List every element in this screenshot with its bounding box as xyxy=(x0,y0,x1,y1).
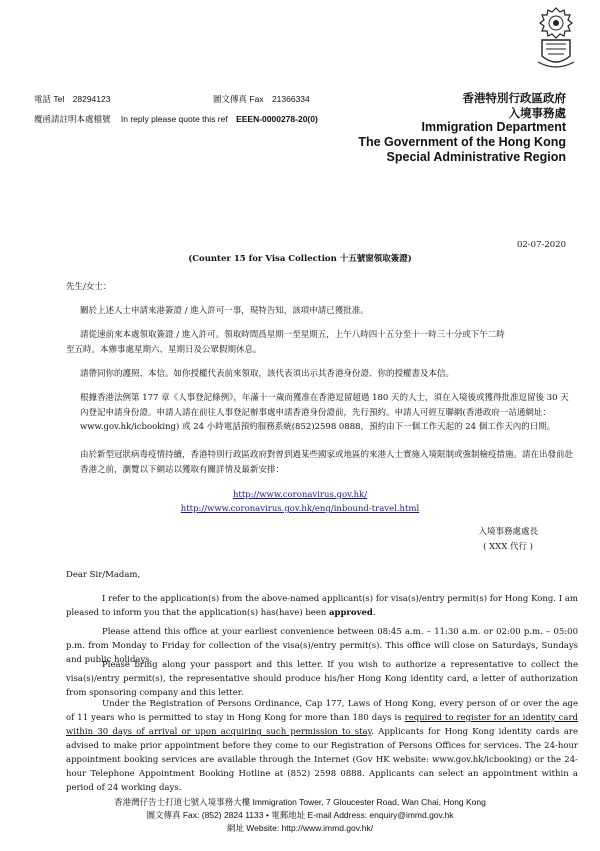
ref-label-en: In reply please quote this ref xyxy=(120,114,228,124)
footer-address: 香港灣仔告士打道七號入境事務大樓 Immigration Tower, 7 Gloucester Road, Wan Chai, Hong Kong xyxy=(114,797,486,807)
hkpf-crest-icon xyxy=(534,6,578,72)
dept-name-zh-1: 香港特別行政區政府 xyxy=(462,93,566,105)
coronavirus-link[interactable]: http://www.coronavirus.gov.hk/ xyxy=(232,490,368,500)
paragraph-en-2: Please attend this office at your earliest convenience between 08:45 a.m. – 11:30 a.m. or 02:00 p.m. – 05:00 p.m. from Monday to Friday for collection of the visa(s)/entry permit(s). This office will close on Saturdays, Sundays and public holidays. xyxy=(66,627,578,665)
salutation-zh: 先生/女士： xyxy=(66,282,112,292)
paragraph-en-3: Please bring along your passport and this letter. If you wish to authorize a representative to collect the visa(s)/entry permit(s), the representative should produce his/her Hong Kong identity card, a letter of authorization from sponsoring company and this letter. xyxy=(66,660,578,698)
paragraph-en-4-text: Under the Registration of Persons Ordinance, Cap 177, Laws of Hong Kong, every person of or over the age of 11 years who is permitted to stay in Hong Kong for more than 180 days is xyxy=(66,699,578,723)
paragraph-en-1-end: . xyxy=(372,608,376,618)
approved-word: approved xyxy=(329,608,373,618)
ref-label-zh: 覆函請註明本處檔號 xyxy=(34,114,111,124)
dept-name-en-2: The Government of the Hong Kong xyxy=(358,135,566,149)
tel-label-en: Tel xyxy=(53,94,65,104)
paragraph-en-4-rest: . Applicants for Hong Kong identity cards are advised to make prior appointment before they come to our Registration of Persons Offices for services. The 24-hour appointment booking services are available through the Internet (Gov HK website: www.gov.hk/icbooking) or the 24-hour Telephone Appointment Booking Hotline at (852) 2598 0888. Applicants can select an appointment within a period of 24 working days. xyxy=(66,727,578,793)
paragraph-zh-3: 請帶同你的護照、本信。如你授權代表前來領取，該代表須出示其香港身份證、你的授權書及本信。 xyxy=(80,369,455,379)
tel-value: 28294123 xyxy=(72,94,111,104)
fax-value: 21366334 xyxy=(271,94,310,104)
counter-heading: (Counter 15 for Visa Collection 十五號窗領取簽證) xyxy=(188,254,412,264)
footer-fax-email: 圖文傳真 Fax: (852) 2824 1133 • 電郵地址 E-mail Address: enquiry@immd.gov.hk xyxy=(146,810,454,820)
footer-website: 網址 Website: http://www.immd.gov.hk/ xyxy=(226,823,374,833)
paragraph-zh-5: 由於新型冠狀病毒疫情持續，香港特別行政區政府對曾到過某些國家或地區的來港人士實施入境限制或強制檢疫措施。請在出發前赴香港之前，瀏覽以下網站以獲取有關詳情及最新安排： xyxy=(80,450,574,475)
fax-line xyxy=(213,93,310,105)
letter-date: 02-07-2020 xyxy=(516,240,566,250)
link-row-2 xyxy=(0,502,600,516)
ref-value: EEEN-0000278-20(0) xyxy=(236,114,318,124)
paragraph-en-4 xyxy=(66,697,578,795)
signature-title-zh: 入境事務處處長 xyxy=(478,527,538,537)
link-row-1 xyxy=(0,488,600,502)
dept-name-en-3: Special Administrative Region xyxy=(386,150,566,164)
tel-label-zh: 電話 xyxy=(34,94,52,104)
salutation-en: Dear Sir/Madam, xyxy=(66,570,141,580)
paragraph-en-1 xyxy=(66,592,578,620)
telephone-line xyxy=(34,93,110,105)
fax-label-zh: 圖文傳真 xyxy=(213,94,248,104)
inbound-travel-link[interactable]: http://www.coronavirus.gov.hk/eng/inbound-travel.html xyxy=(180,504,420,514)
dept-name-zh-2: 入境事務處 xyxy=(508,108,566,120)
paragraph-zh-2-line-1: 請從速前來本處領取簽證 / 進入許可。領取時間爲星期一至星期五，上午八時四十五分至十一時三十分或下午二時 xyxy=(80,330,505,340)
paragraph-zh-4: 根據香港法例第 177 章《人事登記條例》，年滿十一歲而獲准在香港逗留超過 180 天的人士，須在入境後或獲得批准逗留後 30 天內登記申請身份證。申請人請在前往人事登記辦事處申請香港身份證前，先行預約。申請人可經互聯網(香港政府一站通網址：www.gov.hk/icbooking) 或 24 小時電話預約服務系統(852)2598 0888，預約由下一個工作天起的 24 個工作天內的日期。 xyxy=(80,393,569,432)
paragraph-zh-2-line-2: 至五時。本辦事處星期六、星期日及公眾假期休息。 xyxy=(66,344,262,355)
registration-requirement: required to register for an identity card within 30 days of arrival or upon acquiring such permission to stay xyxy=(66,713,578,737)
dept-name-en-1: Immigration Department xyxy=(421,120,566,134)
paragraph-zh-2 xyxy=(66,328,586,357)
paragraph-zh-1: 關於上述人士申請來港簽證 / 進入許可一事，現特告知，該項申請已獲批准。 xyxy=(80,306,369,316)
fax-label-en: Fax xyxy=(249,94,264,104)
signature-name-zh: ( XXX 代行 ) xyxy=(483,542,533,552)
reference-line xyxy=(34,113,318,125)
paragraph-en-1-text: I refer to the application(s) from the above-named applicant(s) for visa(s)/entry permit(s) for Hong Kong. I am pleased to inform you that the application(s) has(have) been xyxy=(66,594,578,618)
